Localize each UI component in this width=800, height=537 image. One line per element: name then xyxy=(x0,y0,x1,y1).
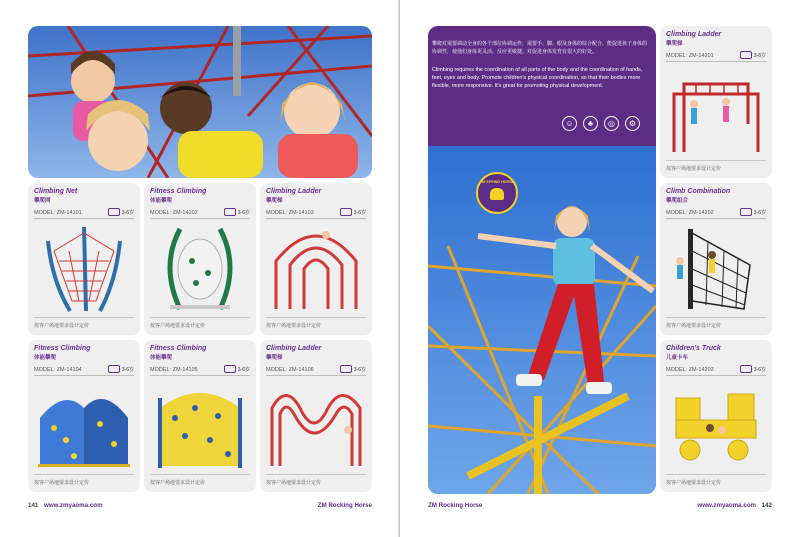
pricing-note: 按客户场地要求设计定价 xyxy=(666,166,722,172)
product-model: MODEL: ZM-14201 xyxy=(666,53,714,59)
pricing-note: 按客户场地要求设计定价 xyxy=(150,323,206,329)
feature-panel xyxy=(428,26,656,494)
product-card-zm-14104[interactable] xyxy=(28,340,140,492)
divider xyxy=(266,218,366,219)
product-card-zm-14203[interactable] xyxy=(660,340,772,492)
product-card-zm-14106[interactable] xyxy=(260,340,372,492)
product-name-cn: 体能攀爬 xyxy=(150,355,173,361)
divider xyxy=(34,474,134,475)
pricing-note: 按客户场地要求设计定价 xyxy=(666,323,722,329)
divider xyxy=(666,317,766,318)
intro-text-en: Climbing requires the coordination of all parts of the body and the coordination of hands, feet, eyes and body. Promote children's physical coordination, so that their bodies more flexible, more responsive. It's great for promoting physical development. xyxy=(432,67,643,89)
climbing-ladder-image xyxy=(266,221,366,313)
age-range: 3-6岁 xyxy=(753,366,766,373)
product-name-en: Climbing Net xyxy=(34,188,78,195)
product-card-zm-14202[interactable] xyxy=(660,183,772,335)
page-number: 142 xyxy=(761,502,772,509)
divider xyxy=(666,474,766,475)
website-link[interactable]: www.zmyaoma.com xyxy=(697,502,756,509)
fitness-climbing-wall-image xyxy=(34,378,134,470)
product-name-en: Fitness Climbing xyxy=(34,345,91,352)
monkey-bars-image xyxy=(666,64,766,156)
divider xyxy=(266,317,366,318)
product-name-cn: 儿童卡车 xyxy=(666,355,689,361)
age-range-icon xyxy=(340,365,352,373)
brand-name: ZM Rocking Horse xyxy=(317,502,372,509)
zm-spring-horse-badge xyxy=(476,172,518,214)
age-badge xyxy=(340,208,366,216)
age-badge xyxy=(108,365,134,373)
badge-text: ZM SPRING HORSE xyxy=(480,180,514,184)
divider xyxy=(150,375,250,376)
age-range-icon xyxy=(740,51,752,59)
age-range: 3-6岁 xyxy=(121,209,134,216)
product-name-en: Children's Truck xyxy=(666,345,721,352)
divider xyxy=(34,218,134,219)
age-range-icon xyxy=(224,208,236,216)
divider xyxy=(266,474,366,475)
age-range: 3-6岁 xyxy=(237,366,250,373)
product-model: MODEL: ZM-14103 xyxy=(266,210,314,216)
age-range: 3-6岁 xyxy=(753,209,766,216)
age-badge xyxy=(340,365,366,373)
website-link[interactable]: www.zmyaoma.com xyxy=(44,502,103,509)
age-range: 3-6岁 xyxy=(237,209,250,216)
climb-combination-image xyxy=(666,221,766,313)
age-range: 3-6岁 xyxy=(353,209,366,216)
divider xyxy=(266,375,366,376)
product-card-zm-14101[interactable] xyxy=(28,183,140,335)
age-range: 3-6岁 xyxy=(753,52,766,59)
climbing-kid-icon: ☺ xyxy=(562,116,577,131)
age-range: 3-6岁 xyxy=(121,366,134,373)
age-range-icon xyxy=(108,208,120,216)
product-name-en: Climbing Ladder xyxy=(266,345,322,352)
balance-icon: ◎ xyxy=(604,116,619,131)
hero-photo-kids xyxy=(28,26,372,178)
divider xyxy=(34,375,134,376)
benefit-icons xyxy=(562,116,640,131)
brand-name: ZM Rocking Horse xyxy=(428,502,483,509)
pricing-note: 按客户场地要求设计定价 xyxy=(266,480,322,486)
product-model: MODEL: ZM-14106 xyxy=(266,367,314,373)
product-model: MODEL: ZM-14104 xyxy=(34,367,82,373)
divider xyxy=(150,317,250,318)
divider xyxy=(666,160,766,161)
product-name-en: Fitness Climbing xyxy=(150,345,207,352)
feature-photo-girl-on-rope-net xyxy=(428,146,656,494)
product-model: MODEL: ZM-14101 xyxy=(34,210,82,216)
age-range-icon xyxy=(224,365,236,373)
age-badge xyxy=(740,208,766,216)
climbing-net-image xyxy=(34,221,134,313)
age-badge xyxy=(740,365,766,373)
divider xyxy=(666,61,766,62)
product-card-zm-14103[interactable] xyxy=(260,183,372,335)
divider xyxy=(666,218,766,219)
product-name-cn: 攀爬梯 xyxy=(266,355,283,361)
product-name-cn: 攀爬梯 xyxy=(266,198,283,204)
product-model: MODEL: ZM-14105 xyxy=(150,367,198,373)
group-icon: ♣ xyxy=(583,116,598,131)
divider xyxy=(666,375,766,376)
product-name-cn: 体能攀爬 xyxy=(34,355,57,361)
age-range-icon xyxy=(740,365,752,373)
pricing-note: 按客户场地要求设计定价 xyxy=(150,480,206,486)
fitness-climbing-image xyxy=(150,221,250,313)
pricing-note: 按客户场地要求设计定价 xyxy=(666,480,722,486)
page-number: 141 xyxy=(28,502,39,509)
age-range-icon xyxy=(340,208,352,216)
product-model: MODEL: ZM-14203 xyxy=(666,367,714,373)
product-name-en: Climb Combination xyxy=(666,188,731,195)
pricing-note: 按客户场地要求设计定价 xyxy=(34,323,90,329)
product-name-en: Climbing Ladder xyxy=(266,188,322,195)
gear-icon: ⚙ xyxy=(625,116,640,131)
divider xyxy=(34,317,134,318)
age-range: 3-6岁 xyxy=(353,366,366,373)
product-name-cn: 攀爬组合 xyxy=(666,198,689,204)
divider xyxy=(150,474,250,475)
pricing-note: 按客户场地要求设计定价 xyxy=(34,480,90,486)
age-range-icon xyxy=(740,208,752,216)
age-badge xyxy=(224,365,250,373)
product-card-zm-14201[interactable] xyxy=(660,26,772,178)
product-card-zm-14102[interactable] xyxy=(144,183,256,335)
right-page xyxy=(400,0,800,537)
product-model: MODEL: ZM-14202 xyxy=(666,210,714,216)
intro-text-cn: 攀爬对需要调动全身的各个部位协调运作，需要手、脚、眼及身体的综合配合。能促进孩子身体的协调性，使他们身体更灵活、反应更敏捷。对促进身体发育有很大的好处。 xyxy=(432,41,648,55)
product-name-en: Fitness Climbing xyxy=(150,188,207,195)
rocking-horse-icon xyxy=(490,188,504,200)
product-name-cn: 体能攀爬 xyxy=(150,198,173,204)
age-badge xyxy=(224,208,250,216)
age-badge xyxy=(740,51,766,59)
product-model: MODEL: ZM-14102 xyxy=(150,210,198,216)
age-badge xyxy=(108,208,134,216)
product-name-cn: 攀爬梯 xyxy=(666,41,683,47)
divider xyxy=(150,218,250,219)
age-range-icon xyxy=(108,365,120,373)
product-name-en: Climbing Ladder xyxy=(666,31,722,38)
product-name-cn: 攀爬网 xyxy=(34,198,51,204)
childrens-truck-image xyxy=(666,378,766,470)
product-card-zm-14105[interactable] xyxy=(144,340,256,492)
wave-climbing-ladder-image xyxy=(266,378,366,470)
pricing-note: 按客户场地要求设计定价 xyxy=(266,323,322,329)
fitness-climbing-dome-image xyxy=(150,378,250,470)
